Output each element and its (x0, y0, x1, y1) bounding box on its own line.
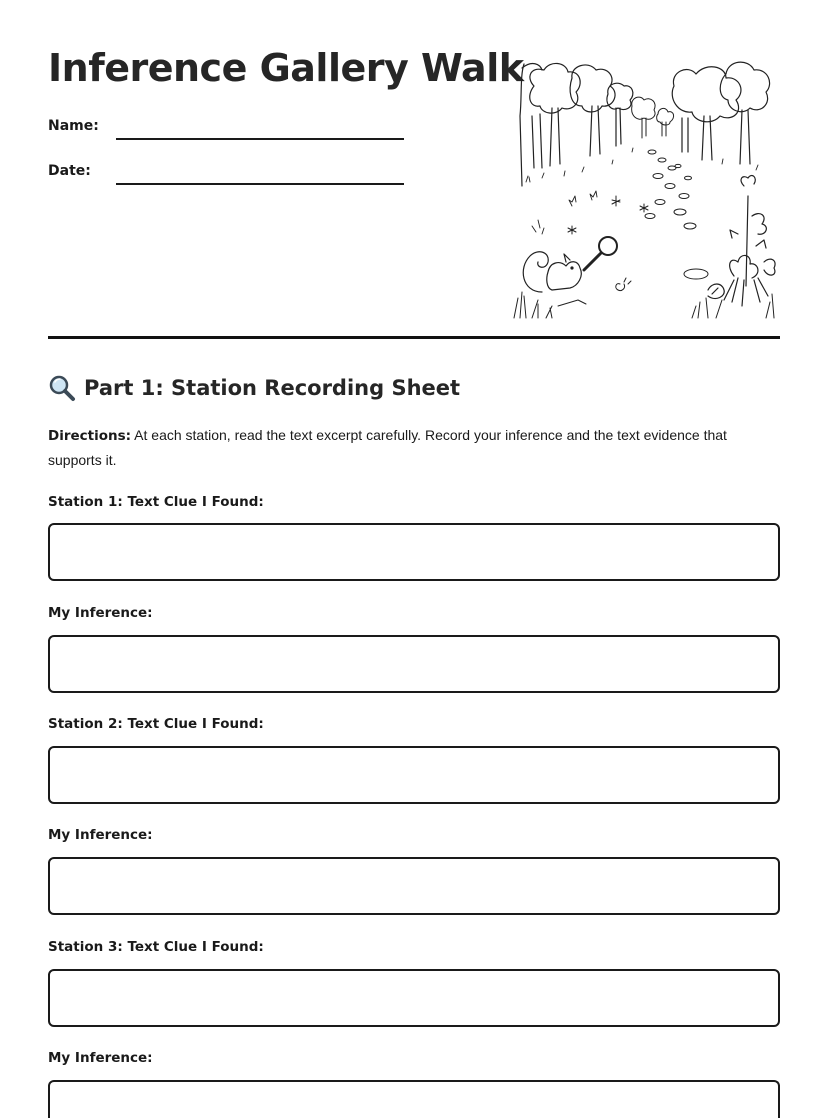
magnifier-icon (48, 374, 76, 402)
station-1-inference-box[interactable] (48, 635, 780, 693)
station-1-inference-label: My Inference: (48, 605, 153, 621)
directions-paragraph (48, 423, 780, 472)
date-field (48, 163, 408, 189)
grass-tufts (526, 148, 758, 234)
station-3-clue-label: Station 3: Text Clue I Found: (48, 939, 264, 955)
path-stones (645, 150, 708, 279)
part1-heading (48, 374, 460, 402)
part1-title: Part 1: Station Recording Sheet (84, 376, 461, 400)
page-title: Inference Gallery Walk (48, 46, 524, 90)
right-trees (672, 62, 769, 164)
section-divider (48, 336, 780, 339)
date-label: Date: (48, 163, 91, 179)
station-3-clue-box[interactable] (48, 969, 780, 1027)
station-3-inference-box[interactable] (48, 1080, 780, 1118)
directions-label: Directions: (48, 428, 132, 444)
left-trees (520, 63, 633, 186)
name-field (48, 118, 408, 144)
small-flowers (568, 196, 648, 291)
station-3-inference-label: My Inference: (48, 1050, 153, 1066)
name-label: Name: (48, 118, 99, 134)
center-trees (632, 97, 674, 138)
forest-path-illustration (512, 56, 780, 320)
station-2-clue-label: Station 2: Text Clue I Found: (48, 716, 264, 732)
station-2-inference-label: My Inference: (48, 827, 153, 843)
station-1-clue-label: Station 1: Text Clue I Found: (48, 494, 264, 510)
station-2-inference-box[interactable] (48, 857, 780, 915)
squirrel-illustration (523, 252, 581, 292)
flower-bush (708, 176, 775, 306)
station-2-clue-box[interactable] (48, 746, 780, 804)
directions-text: At each station, read the text excerpt carefully. Record your inference and the text evidence that supports it. (48, 427, 727, 468)
bottom-grass (514, 292, 774, 318)
date-input-line[interactable] (116, 183, 404, 185)
station-1-clue-box[interactable] (48, 523, 780, 581)
name-input-line[interactable] (116, 138, 404, 140)
magnifier-illustration (584, 237, 617, 270)
